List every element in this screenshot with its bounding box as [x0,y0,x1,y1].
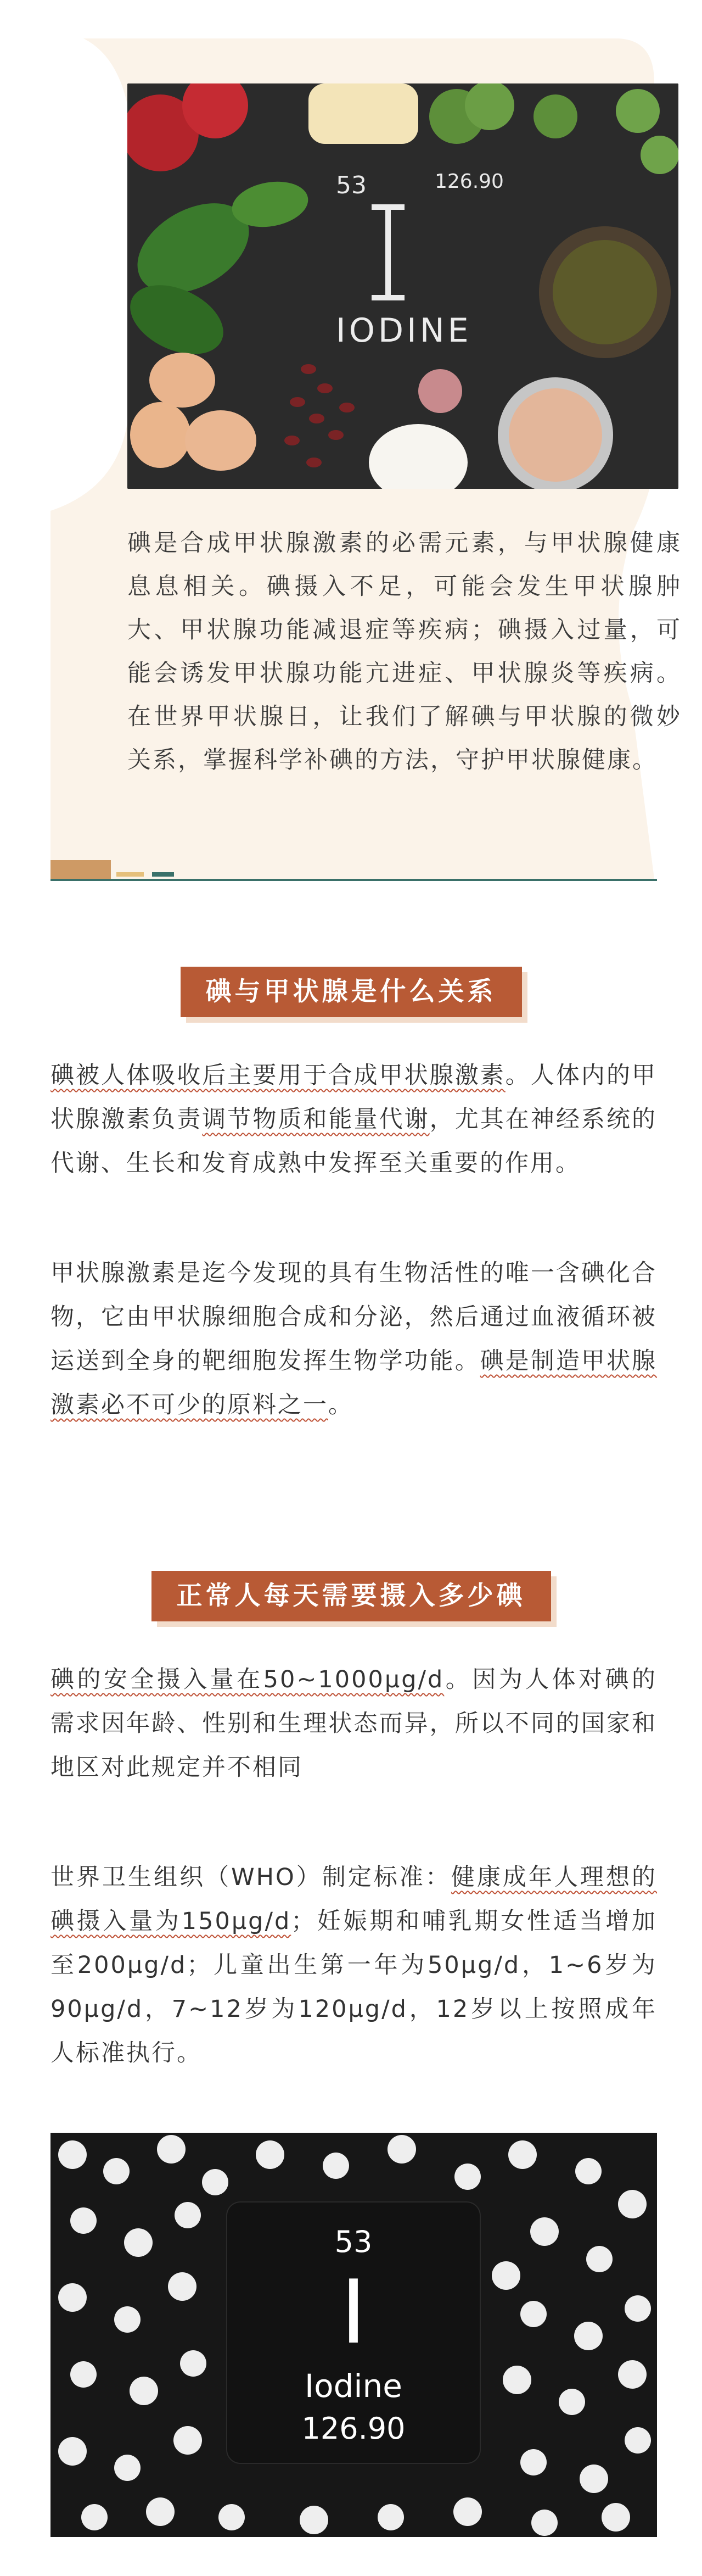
paragraph-text: 世界卫生组织（WHO）制定标准： [50,1864,451,1891]
board-number: 53 [336,171,367,199]
paragraph-text: 。 [328,1391,353,1419]
hero-photo [127,83,678,489]
highlight-text: 碘被人体吸收后主要用于合成甲状腺激素 [50,1062,506,1089]
paragraph-text: 。人体内的甲状腺激素负责 [50,1062,658,1133]
intro-card [50,38,682,879]
section2-paragraph-2 [50,1855,657,2075]
section2-paragraph-1 [50,1658,657,1789]
iodine-tablets-photo [50,2133,657,2537]
element-symbol: I [340,2261,367,2363]
board-word: IODINE [336,311,472,350]
section1-paragraph-2 [50,1251,657,1427]
section-title-2: 正常人每天需要摄入多少碘 [151,1571,551,1621]
highlight-text: 碘是制造甲状腺激素必不可少的原料之一 [50,1347,658,1419]
element-mass: 126.90 [301,2411,406,2446]
element-tile [227,2203,480,2463]
section-heading-1 [0,967,702,1017]
board-mass: 126.90 [435,170,504,193]
section1-paragraph-1 [50,1053,657,1185]
paragraph-text: ，尤其在神经系统的代谢、生长和发育成熟中发挥至关重要的作用。 [50,1106,658,1177]
element-name: Iodine [305,2367,402,2405]
decorative-strip [50,857,243,879]
element-number: 53 [334,2224,373,2259]
highlight-text: 健康成年人理想的碘摄入量为150μg/d [50,1864,658,1935]
iodine-food-photo-icon [127,83,678,489]
paragraph-text: 甲状腺激素是迄今发现的具有生物活性的唯一含碘化合物，它由甲状腺细胞合成和分泌，然后通过血液循环被运送到全身的靶细胞发挥生物学功能。 [50,1259,657,1375]
highlight-text: 调节物质和能量代谢 [202,1106,430,1133]
paragraph-text: 。因为人体对碘的需求因年龄、性别和生理状态而异，所以不同的国家和地区对此规定并不相同 [50,1666,657,1781]
highlight-text: 碘的安全摄入量在50~1000μg/d [50,1666,445,1693]
intro-paragraph: 碘是合成甲状腺激素的必需元素，与甲状腺健康息息相关。碘摄入不足，可能会发生甲状腺肿大、甲状腺功能减退症等疾病；碘摄入过量，可能会诱发甲状腺功能亢进症、甲状腺炎等疾病。在世界甲状腺日，让我们了解碘与甲状腺的微妙关系，掌握科学补碘的方法，守护甲状腺健康。 [127,529,682,774]
paragraph-text: ；妊娠期和哺乳期女性适当增加至200μg/d；儿童出生第一年为50μg/d，1~6岁为90μg/d，7~12岁为120μg/d，12岁以上按照成年人标准执行。 [50,1908,658,2067]
card-divider [50,879,657,881]
section-heading-2 [0,1571,702,1621]
section-title-1: 碘与甲状腺是什么关系 [181,967,522,1017]
